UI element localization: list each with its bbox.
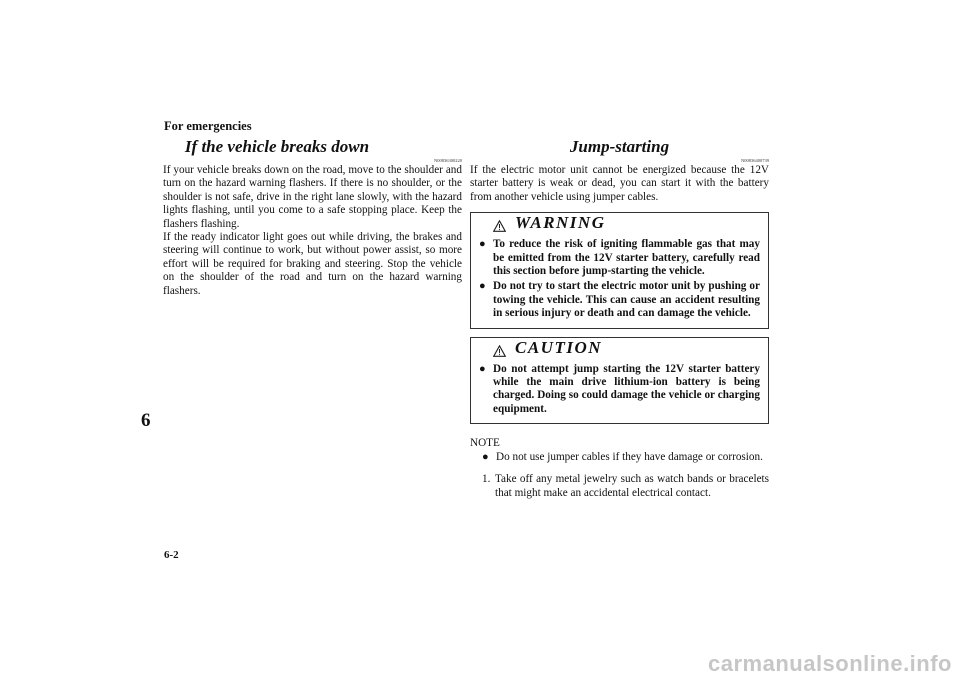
paragraph: If the ready indicator light goes out while driving, the brakes and steering will continue to work, but without power assist, so more effort will be required for braking and steering. Stop the vehicle on the shoulder of the road and turn on the hazard warning flashers.	[163, 231, 462, 297]
section-title-breakdown: If the vehicle breaks down	[184, 137, 370, 156]
step-text: Take off any metal jewelry such as watch bands or bracelets that might make an accidental electrical contact.	[495, 473, 769, 499]
step-number: 1.	[482, 473, 491, 486]
section-title-jump-starting: Jump-starting	[569, 137, 670, 156]
paragraph: If your vehicle breaks down on the road, move to the shoulder and turn on the hazard warning flashers. If there is no shoulder, or the shoulder is not safe, drive in the right lane slowly, with the hazard lights flashing, until you come to a safe stopping place. Keep the flashers flashing.	[163, 164, 462, 230]
warning-item: ● Do not try to start the electric motor unit by pushing or towing the vehicle. This can cause an accident resulting in serious injury or death and can damage the vehicle.	[479, 280, 760, 320]
watermark: carmanualsonline.info	[708, 651, 952, 676]
page-number: 6-2	[164, 549, 179, 561]
warning-header	[479, 213, 760, 236]
right-column	[470, 137, 769, 500]
warning-item: ● To reduce the risk of igniting flammable gas that may be emitted from the 12V starter battery, carefully read this section before jump-starting the vehicle.	[479, 238, 760, 278]
bullet-icon: ●	[479, 280, 486, 293]
bullet-icon: ●	[479, 238, 486, 251]
jump-start-intro: If the electric motor unit cannot be energized because the 12V starter battery is weak or dead, you can start it with the battery from another vehicle using jumper cables.	[470, 164, 769, 203]
section-header: For emergencies	[164, 119, 252, 133]
chapter-tab-number: 6	[141, 410, 151, 431]
caution-triangle-icon	[493, 345, 506, 357]
caution-box	[470, 337, 769, 425]
note-item: ● Do not use jumper cables if they have damage or corrosion.	[482, 450, 763, 463]
left-column	[163, 137, 462, 298]
breakdown-body	[163, 164, 462, 298]
caution-label: CAUTION	[515, 337, 603, 357]
bullet-icon: ●	[479, 362, 486, 375]
bullet-icon: ●	[482, 450, 489, 463]
caution-item: ● Do not attempt jump starting the 12V starter battery while the main drive lithium-ion battery is being charged. Doing so could damage the vehicle or charging equipment.	[479, 362, 760, 415]
warning-triangle-icon	[493, 220, 506, 232]
section-code: N00836400739	[741, 158, 769, 163]
section-code: N00836300220	[434, 158, 462, 163]
note-label: NOTE	[470, 437, 500, 450]
warning-label: WARNING	[515, 213, 606, 233]
caution-header	[479, 337, 760, 361]
warning-box	[470, 212, 769, 328]
step-item	[482, 473, 769, 500]
